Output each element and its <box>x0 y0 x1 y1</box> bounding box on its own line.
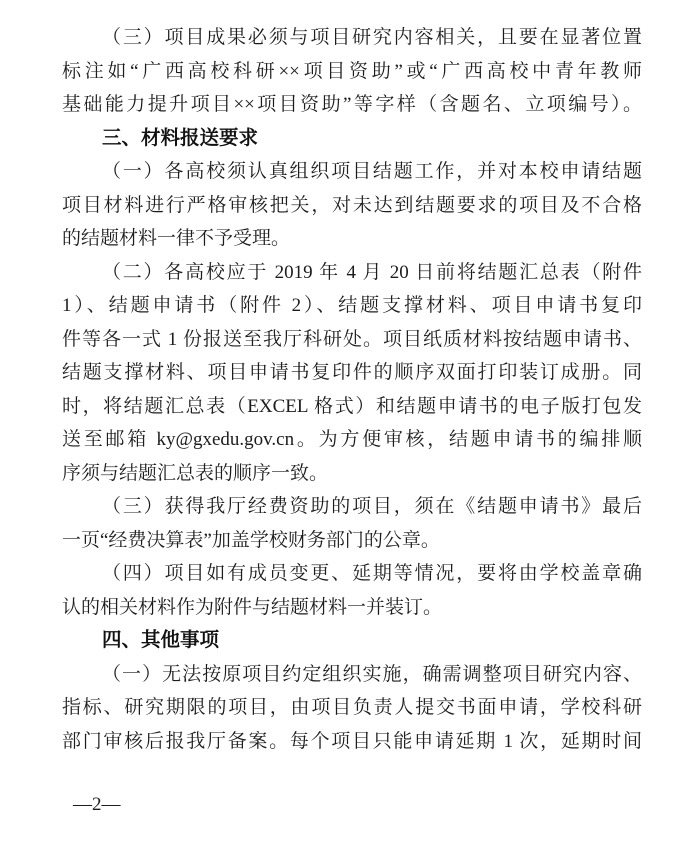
document-line: （三）获得我厅经费资助的项目，须在《结题申请书》最后 <box>102 496 642 517</box>
document-line: 时，将结题汇总表（EXCEL 格式）和结题申请书的电子版打包发 <box>62 395 642 417</box>
document-line: （一）无法按原项目约定组织实施，确需调整项目研究内容、 <box>102 663 642 685</box>
document-line: 序须与结题汇总表的顺序一致。 <box>62 462 329 484</box>
document-line: 指标、研究期限的项目，由项目负责人提交书面申请，学校科研 <box>62 697 642 718</box>
document-line: 项目材料进行严格审核把关，对未达到结题要求的项目及不合格 <box>62 194 642 216</box>
document-line: 送至邮箱 ky@gxedu.gov.cn。为方便审核，结题申请书的编排顺 <box>62 429 642 450</box>
document-line: （一）各高校须认真组织项目结题工作，并对本校申请结题 <box>102 161 642 182</box>
document-line: 标注如“广西高校科研××项目资助”或“广西高校中青年教师 <box>62 60 642 82</box>
document-line: 基础能力提升项目××项目资助”等字样（含题名、立项编号）。 <box>62 94 642 115</box>
document-line: 一页“经费决算表”加盖学校财务部门的公章。 <box>62 529 440 551</box>
document-line: 件等各一式 1 份报送至我厅科研处。项目纸质材料按结题申请书、 <box>62 328 642 350</box>
document-body <box>62 21 642 758</box>
document-line: 的结题材料一律不予受理。 <box>62 228 291 249</box>
document-line: （三）项目成果必须与项目研究内容相关，且要在显著位置 <box>102 27 642 48</box>
section-heading: 四、其他事项 <box>102 629 220 651</box>
document-line: 1）、结题申请书（附件 2）、结题支撑材料、项目申请书复印 <box>62 295 642 316</box>
page-number: —2— <box>73 794 121 815</box>
section-heading: 三、材料报送要求 <box>102 126 259 149</box>
document-line: 结题支撑材料、项目申请书复印件的顺序双面打印装订成册。同 <box>62 362 642 383</box>
document-line: 部门审核后报我厅备案。每个项目只能申请延期 1 次，延期时间 <box>62 730 642 752</box>
document-line: （二）各高校应于 2019 年 4 月 20 日前将结题汇总表（附件 <box>102 261 642 283</box>
document-line: 认的相关材料作为附件与结题材料一并装订。 <box>62 596 443 618</box>
document-line: （四）项目如有成员变更、延期等情况，要将由学校盖章确 <box>102 563 642 584</box>
